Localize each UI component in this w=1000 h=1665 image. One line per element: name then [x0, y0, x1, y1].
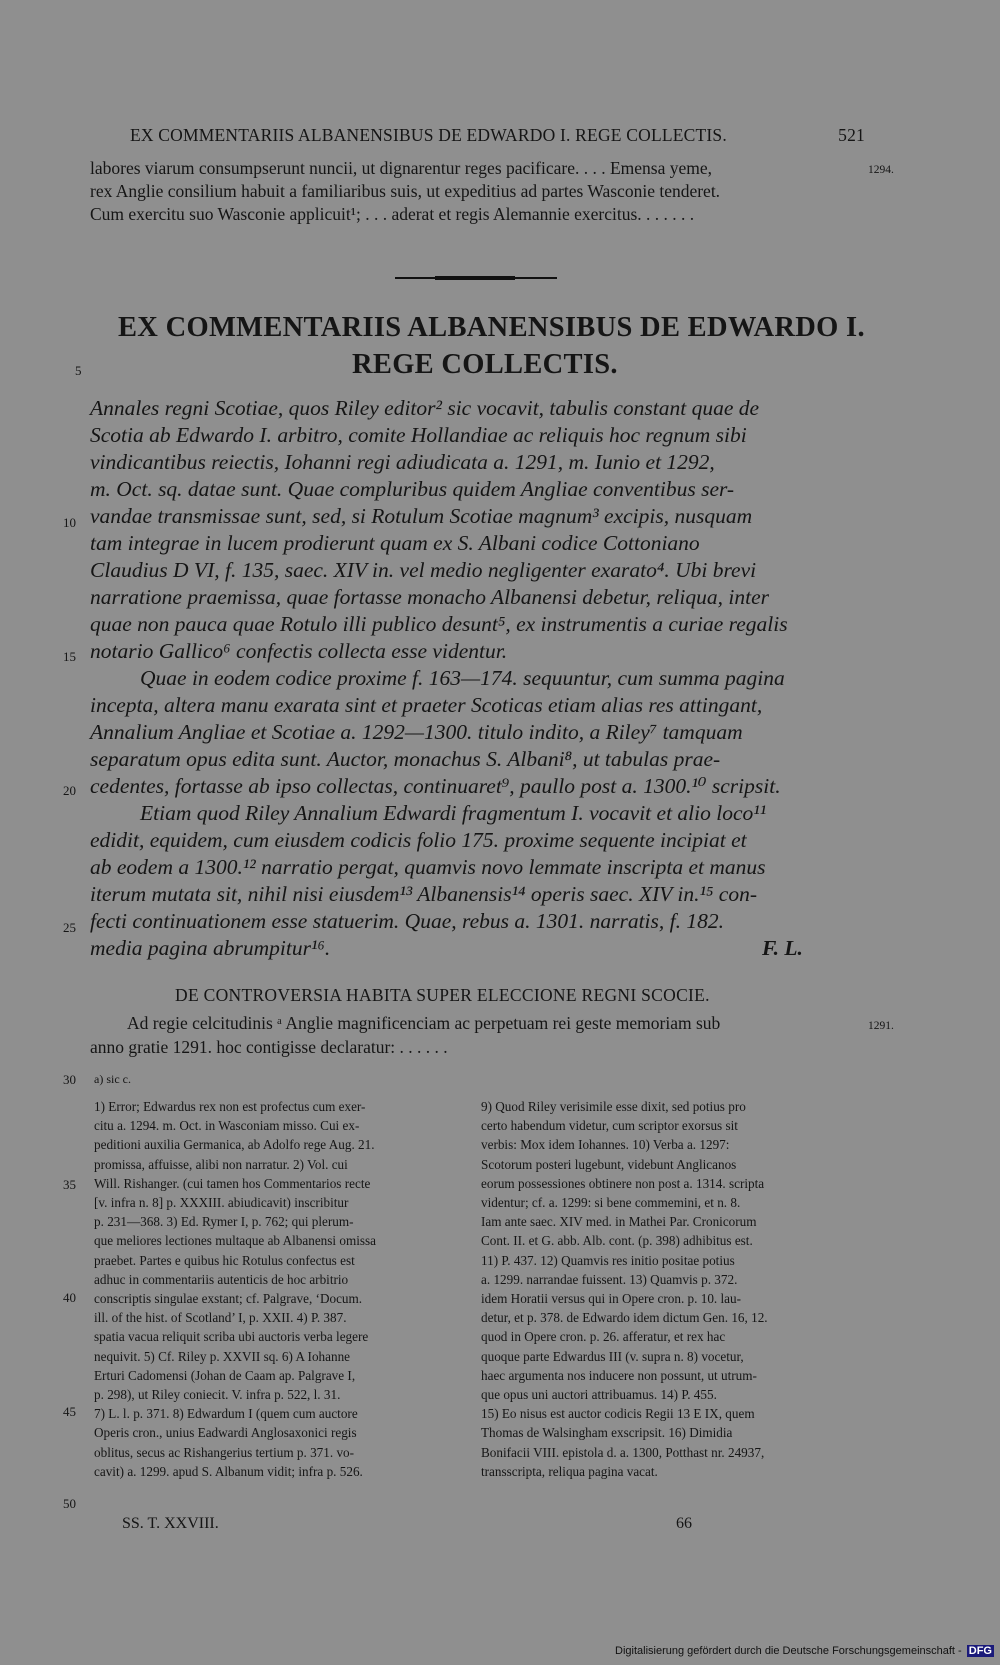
footnote-line: citu a. 1294. m. Oct. in Wasconiam misso. Cui ex- [94, 1118, 360, 1134]
footnotes-right-column [481, 1097, 866, 1481]
text-line: Claudius D VI, f. 135, saec. XIV in. vel medio negligenter exarato⁴. Ubi brevi [90, 558, 757, 582]
text-line: m. Oct. sq. datae sunt. Quae compluribus quidem Angliae conventibus ser- [90, 477, 735, 501]
text-line: Etiam quod Riley Annalium Edwardi fragmentum I. vocavit et alio loco¹¹ [140, 801, 767, 825]
footnote-line: idem Horatii versus qui in Opere cron. p. 10. lau- [481, 1291, 742, 1307]
line-number: 10 [63, 515, 76, 530]
footnote-line: Scotorum posteri lugebunt, videbunt Anglicanos [481, 1156, 737, 1172]
text-line: incepta, altera manu exarata sint et praeter Scoticas etiam alias res attingant, [90, 693, 763, 717]
text-line: rex Anglie consilium habuit a familiaribus suis, ut expeditius ad partes Wasconie tenderet. [90, 181, 721, 201]
text-line: vindicantibus reiectis, Iohanni regi adiudicata a. 1291, m. Iunio et 1292, [90, 450, 715, 474]
section-rule [395, 277, 557, 279]
footnote-line: 7) L. l. p. 371. 8) Edwardum I (quem cum auctore [94, 1406, 358, 1422]
dfg-logo: DFG [968, 1645, 992, 1657]
footnote-line: cavit) a. 1299. apud S. Albanum vidit; infra p. 526. [94, 1463, 363, 1479]
text-line: tam integrae in lucem prodierunt quam ex S. Albani codice Cottoniano [90, 531, 700, 555]
footnote-line: quoque parte Edwardus III (v. supra n. 8) vocetur, [481, 1348, 744, 1364]
footnotes-left-column [94, 1097, 479, 1481]
footnote-a: a) sic c. [94, 1072, 131, 1086]
main-title-line-1: EX COMMENTARIIS ALBANENSIBUS DE EDWARDO I. [118, 312, 865, 343]
text-line: quae non pauca quae Rotulo illi publico desunt⁵, ex instrumentis a curiae regalis [90, 612, 788, 636]
footnote-line: certo habendum videtur, cum scriptor exorsus sit [481, 1118, 738, 1134]
text-line: Quae in eodem codice proxime f. 163—174. sequuntur, cum summa pagina [140, 666, 785, 690]
margin-year: 1294. [868, 164, 894, 176]
footnote-line: a. 1299. narrandae fuissent. 13) Quamvis p. 372. [481, 1271, 738, 1287]
footnote-line: Erturi Cadomensi (Johan de Caam ap. Palgrave I, [94, 1367, 356, 1383]
text-line: Annales regni Scotiae, quos Riley editor² sic vocavit, tabulis constant quae de [90, 396, 760, 420]
line-number: 15 [63, 649, 76, 664]
text-line: anno gratie 1291. hoc contigisse declaratur: . . . . . . [90, 1037, 448, 1057]
footnote-line: verbis: Mox idem Iohannes. 10) Verba a. 1297: [481, 1137, 730, 1153]
text-line: Cum exercitu suo Wasconie applicuit¹; . . . aderat et regis Alemannie exercitus. . . . . . . [90, 204, 695, 224]
text-line: Scotia ab Edwardo I. arbitro, comite Hollandiae ac reliquis hoc regnum sibi [90, 423, 747, 447]
footnote-line: praebet. Partes e quibus hic Rotulus confectus est [94, 1252, 355, 1268]
line-number: 20 [63, 783, 76, 798]
footnote-line: Iam ante saec. XIV med. in Mathei Par. Cronicorum [481, 1214, 757, 1230]
intro-signature: F. L. [762, 936, 803, 960]
text-line: labores viarum consumpserunt nuncii, ut dignarentur reges pacificare. . . . Emensa yeme, [90, 158, 713, 178]
footnote-line: Operis cron., unius Eadwardi Anglosaxonici regis [94, 1425, 357, 1441]
footnote-line: Thomas de Walsingham exscripsit. 16) Dimidia [481, 1425, 733, 1441]
text-line: edidit, equidem, cum eiusdem codicis folio 175. proxime sequente incipiat et [90, 828, 747, 852]
footnote-line: promissa, affuisse, alibi non narratur. 2) Vol. cui [94, 1156, 348, 1172]
footnote-line: conscriptis singulae exstant; cf. Palgrave, ‘Docum. [94, 1291, 363, 1307]
text-line: fecti continuationem esse statuerim. Quae, rebus a. 1301. narratis, f. 182. [90, 909, 724, 933]
line-number: 25 [63, 920, 76, 935]
footnote-line: peditioni auxilia Germanica, ab Adolfo rege Aug. 21. [94, 1137, 375, 1153]
footnote-line: ill. of the hist. of Scotland’ I, p. XXII. 4) P. 387. [94, 1310, 347, 1326]
footnote-line: [v. infra n. 8] p. XXXIII. abiudicavit) inscribitur [94, 1195, 349, 1211]
footnote-line: haec argumenta nos inducere non possunt, ut utrum- [481, 1367, 757, 1383]
footnote-line: que meliores lectiones multaque ab Albanensi omissa [94, 1233, 376, 1249]
line-number: 5 [75, 363, 82, 378]
page-number: 521 [838, 125, 865, 145]
margin-year: 1291. [868, 1020, 894, 1032]
text-line: Ad regie celcitudinis ᵃ Anglie magnificenciam ac perpetuam rei geste memoriam sub [127, 1013, 721, 1033]
dfg-credit [615, 1645, 994, 1657]
footnote-line: transscripta, reliqua pagina vacat. [481, 1463, 658, 1479]
section-heading: DE CONTROVERSIA HABITA SUPER ELECCIONE REGNI SCOCIE. [175, 985, 710, 1005]
text-line: notario Gallico⁶ confectis collecta esse videntur. [90, 639, 508, 663]
text-line: separatum opus edita sunt. Auctor, monachus S. Albani⁸, ut tabulas prae- [90, 747, 721, 771]
footnote-line: eorum possessiones obtinere non post a. 1314. scripta [481, 1175, 765, 1191]
text-line: ab eodem a 1300.¹² narratio pergat, quamvis novo lemmate inscripta et manus [90, 855, 766, 879]
footnote-line: oblitus, secus ac Rishangerius tertium p. 371. vo- [94, 1444, 355, 1460]
text-line: media pagina abrumpitur¹⁶. [90, 936, 331, 960]
signature-mark: SS. T. XXVIII. [122, 1515, 219, 1532]
footnote-line: 1) Error; Edwardus rex non est profectus cum exer- [94, 1099, 366, 1114]
footnote-line: p. 298), ut Riley coniecit. V. infra p. 522, l. 31. [94, 1387, 341, 1403]
footnote-line: Cont. II. et G. abb. Alb. cont. (p. 398) adhibitus est. [481, 1233, 753, 1249]
line-number: 35 [63, 1177, 76, 1192]
footnote-line: adhuc in commentariis autenticis de hoc arbitrio [94, 1271, 349, 1287]
footnote-line: quod in Opere cron. p. 26. afferatur, et rex hac [481, 1329, 726, 1345]
text-line: Annalium Angliae et Scotiae a. 1292—1300. titulo indito, a Riley⁷ tamquam [90, 720, 743, 744]
line-number: 45 [63, 1404, 76, 1419]
footnote-line: p. 231—368. 3) Ed. Rymer I, p. 762; qui plerum- [94, 1214, 354, 1230]
footnote-line: que opus uni auctori attribuamus. 14) P. 455. [481, 1387, 717, 1403]
text-line: cedentes, fortasse ab ipso collectas, continuaret⁹, paullo post a. 1300.¹⁰ scripsit. [90, 774, 781, 798]
line-number: 30 [63, 1072, 76, 1087]
footnote-line: videntur; cf. a. 1299: si bene commemini, et n. 8. [481, 1195, 741, 1211]
footnote-line: 9) Quod Riley verisimile esse dixit, sed potius pro [481, 1099, 746, 1114]
dfg-credit-text: Digitalisierung gefördert durch die Deutsche Forschungsgemeinschaft - [615, 1645, 962, 1657]
footnote-line: Will. Rishanger. (cui tamen hos Commentarios recte [94, 1175, 371, 1191]
line-number: 50 [63, 1496, 76, 1511]
footnote-line: spatia vacua reliquit scriba ubi auctoris verba legere [94, 1329, 369, 1345]
text-line: vandae transmissae sunt, sed, si Rotulum Scotiae magnum³ excipis, nusquam [90, 504, 753, 528]
signature-number: 66 [676, 1515, 692, 1532]
line-number: 40 [63, 1290, 76, 1305]
footnote-line: 15) Eo nisus est auctor codicis Regii 13 E IX, quem [481, 1406, 755, 1422]
main-title-line-2: REGE COLLECTIS. [352, 349, 618, 380]
footnote-line: Bonifacii VIII. epistola d. a. 1300, Potthast nr. 24937, [481, 1444, 765, 1460]
footnote-line: 11) P. 437. 12) Quamvis res initio positae potius [481, 1252, 735, 1268]
footnote-line: nequivit. 5) Cf. Riley p. XXVII sq. 6) A Iohanne [94, 1348, 351, 1364]
text-line: iterum mutata sit, nihil nisi eiusdem¹³ Albanensis¹⁴ operis saec. XIV in.¹⁵ con- [90, 882, 757, 906]
footnote-line: detur, et p. 378. de Edwardo idem dictum Gen. 16, 12. [481, 1310, 768, 1326]
text-line: narratione praemissa, quae fortasse monacho Albanensi debetur, reliqua, inter [90, 585, 770, 609]
running-header-title: EX COMMENTARIIS ALBANENSIBUS DE EDWARDO I. REGE COLLECTIS. [130, 125, 727, 145]
